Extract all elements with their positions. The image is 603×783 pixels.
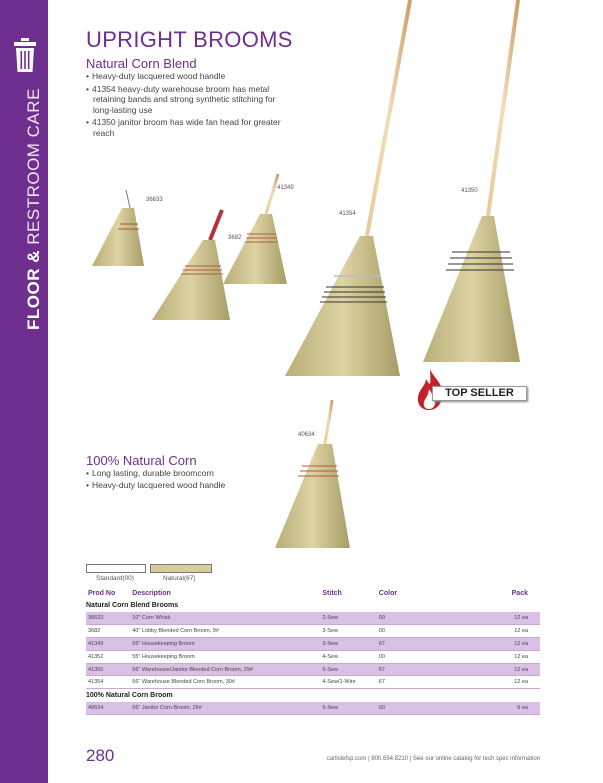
cell-prod: 40634 [86, 702, 132, 715]
broom-36633-image [92, 190, 144, 266]
page-title: UPRIGHT BROOMS [86, 27, 293, 52]
col-desc: Description [132, 589, 171, 597]
cell-pack: 12 ea [472, 676, 540, 689]
swatch-standard-label: Standard(00) [96, 575, 134, 582]
cell-prod: 41349 [86, 638, 132, 651]
section-title [24, 88, 44, 330]
swatch-natural-label: Natural(67) [163, 575, 196, 582]
blend-bullet: • 41350 janitor broom has wide fan head for greater reach [86, 117, 286, 138]
cell-stitch: 5-Sew [322, 702, 378, 715]
table-group-row [86, 599, 540, 612]
cell-color: 00 [379, 650, 472, 663]
broom-41354-image [285, 0, 410, 376]
cell-color: 00 [379, 625, 472, 638]
table-row [86, 625, 540, 638]
broom-label-41354: 41354 [339, 211, 356, 217]
cell-stitch: 3-Sew [322, 625, 378, 638]
cell-prod: 41354 [86, 676, 132, 689]
cell-desc: 55" Housekeeping Broom [132, 638, 322, 651]
top-seller-label: TOP SELLER [432, 386, 527, 401]
section-title-bold: FLOOR & [24, 250, 43, 330]
blend-bullet: • Heavy-duty lacquered wood handle [86, 71, 286, 82]
cell-color: 00 [379, 702, 472, 715]
cell-desc: 56" Janitor Corn Broom, 26# [132, 702, 322, 715]
table-row [86, 638, 540, 651]
cell-desc: 40" Lobby Blended Corn Broom, 9# [132, 625, 322, 638]
broom-label-40634: 40634 [298, 432, 315, 438]
broom-label-41350: 41350 [461, 188, 478, 194]
trash-can-icon [14, 38, 36, 72]
broom-label-36633: 36633 [146, 197, 163, 203]
sidebar [0, 0, 48, 783]
cell-pack: 6 ea [472, 702, 540, 715]
cell-desc: 56" Warehouse/Janitor Blended Corn Broom, 29# [132, 663, 322, 676]
swatch-standard [86, 564, 146, 573]
natural-bullet: • Heavy-duty lacquered wood handle [86, 479, 306, 491]
page-number: 280 [86, 746, 115, 765]
cell-desc: 10" Corn Whisk [132, 612, 322, 625]
broom-3682-image [152, 210, 230, 320]
table-row [86, 676, 540, 689]
natural-heading: 100% Natural Corn [86, 453, 197, 468]
table-row [86, 612, 540, 625]
cell-color: 67 [379, 676, 472, 689]
cell-prod: 3682 [86, 625, 132, 638]
broom-label-41349: 41349 [277, 185, 294, 191]
cell-stitch: 3-Sew [322, 638, 378, 651]
table-row [86, 650, 540, 663]
col-color: Color [378, 589, 398, 597]
blend-heading: Natural Corn Blend [86, 56, 197, 71]
cell-pack: 12 ea [472, 638, 540, 651]
cell-color: 00 [379, 612, 472, 625]
cell-color: 67 [379, 663, 472, 676]
group-label: 100% Natural Corn Broom [86, 692, 173, 700]
natural-bullet: • Long lasting, durable broomcorn [86, 467, 306, 479]
table-header [86, 587, 540, 599]
cell-stitch: 4-Sew [322, 650, 378, 663]
cell-prod: 41352 [86, 650, 132, 663]
cell-stitch: 5-Sew [322, 663, 378, 676]
cell-pack: 12 ea [472, 612, 540, 625]
cell-desc: 55" Housekeeping Broom [132, 650, 322, 663]
cell-prod: 36633 [86, 612, 132, 625]
table-row [86, 663, 540, 676]
product-table [86, 587, 540, 715]
swatch-natural [150, 564, 212, 573]
cell-prod: 41350 [86, 663, 132, 676]
col-pack: Pack [511, 589, 528, 597]
cell-stitch: 4-Sew/1-Wire [322, 676, 378, 689]
broom-41350-image [423, 0, 520, 362]
cell-stitch: 2-Sew [322, 612, 378, 625]
natural-bullets [86, 467, 306, 491]
cell-color: 67 [379, 638, 472, 651]
cell-pack: 12 ea [472, 663, 540, 676]
cell-desc: 56" Warehouse Blended Corn Broom, 30# [132, 676, 322, 689]
col-prod: Prod No [88, 589, 116, 597]
cell-pack: 12 ea [472, 650, 540, 663]
group-label: Natural Corn Blend Brooms [86, 602, 179, 609]
broom-label-3682: 3682 [228, 235, 242, 241]
table-row [86, 702, 540, 715]
table-group-row [86, 689, 540, 702]
blend-bullet: • 41354 heavy-duty warehouse broom has metal retaining bands and strong synthetic stitching for long-lasting use [86, 84, 286, 116]
top-seller-badge [410, 367, 530, 411]
cell-pack: 12 ea [472, 625, 540, 638]
section-title-light: RESTROOM CARE [24, 88, 43, 245]
col-stitch: Stitch [322, 589, 342, 597]
footer-contact: carlislefsp.com | 800.654.8210 | See our online catalog for tech spec information [326, 756, 540, 762]
